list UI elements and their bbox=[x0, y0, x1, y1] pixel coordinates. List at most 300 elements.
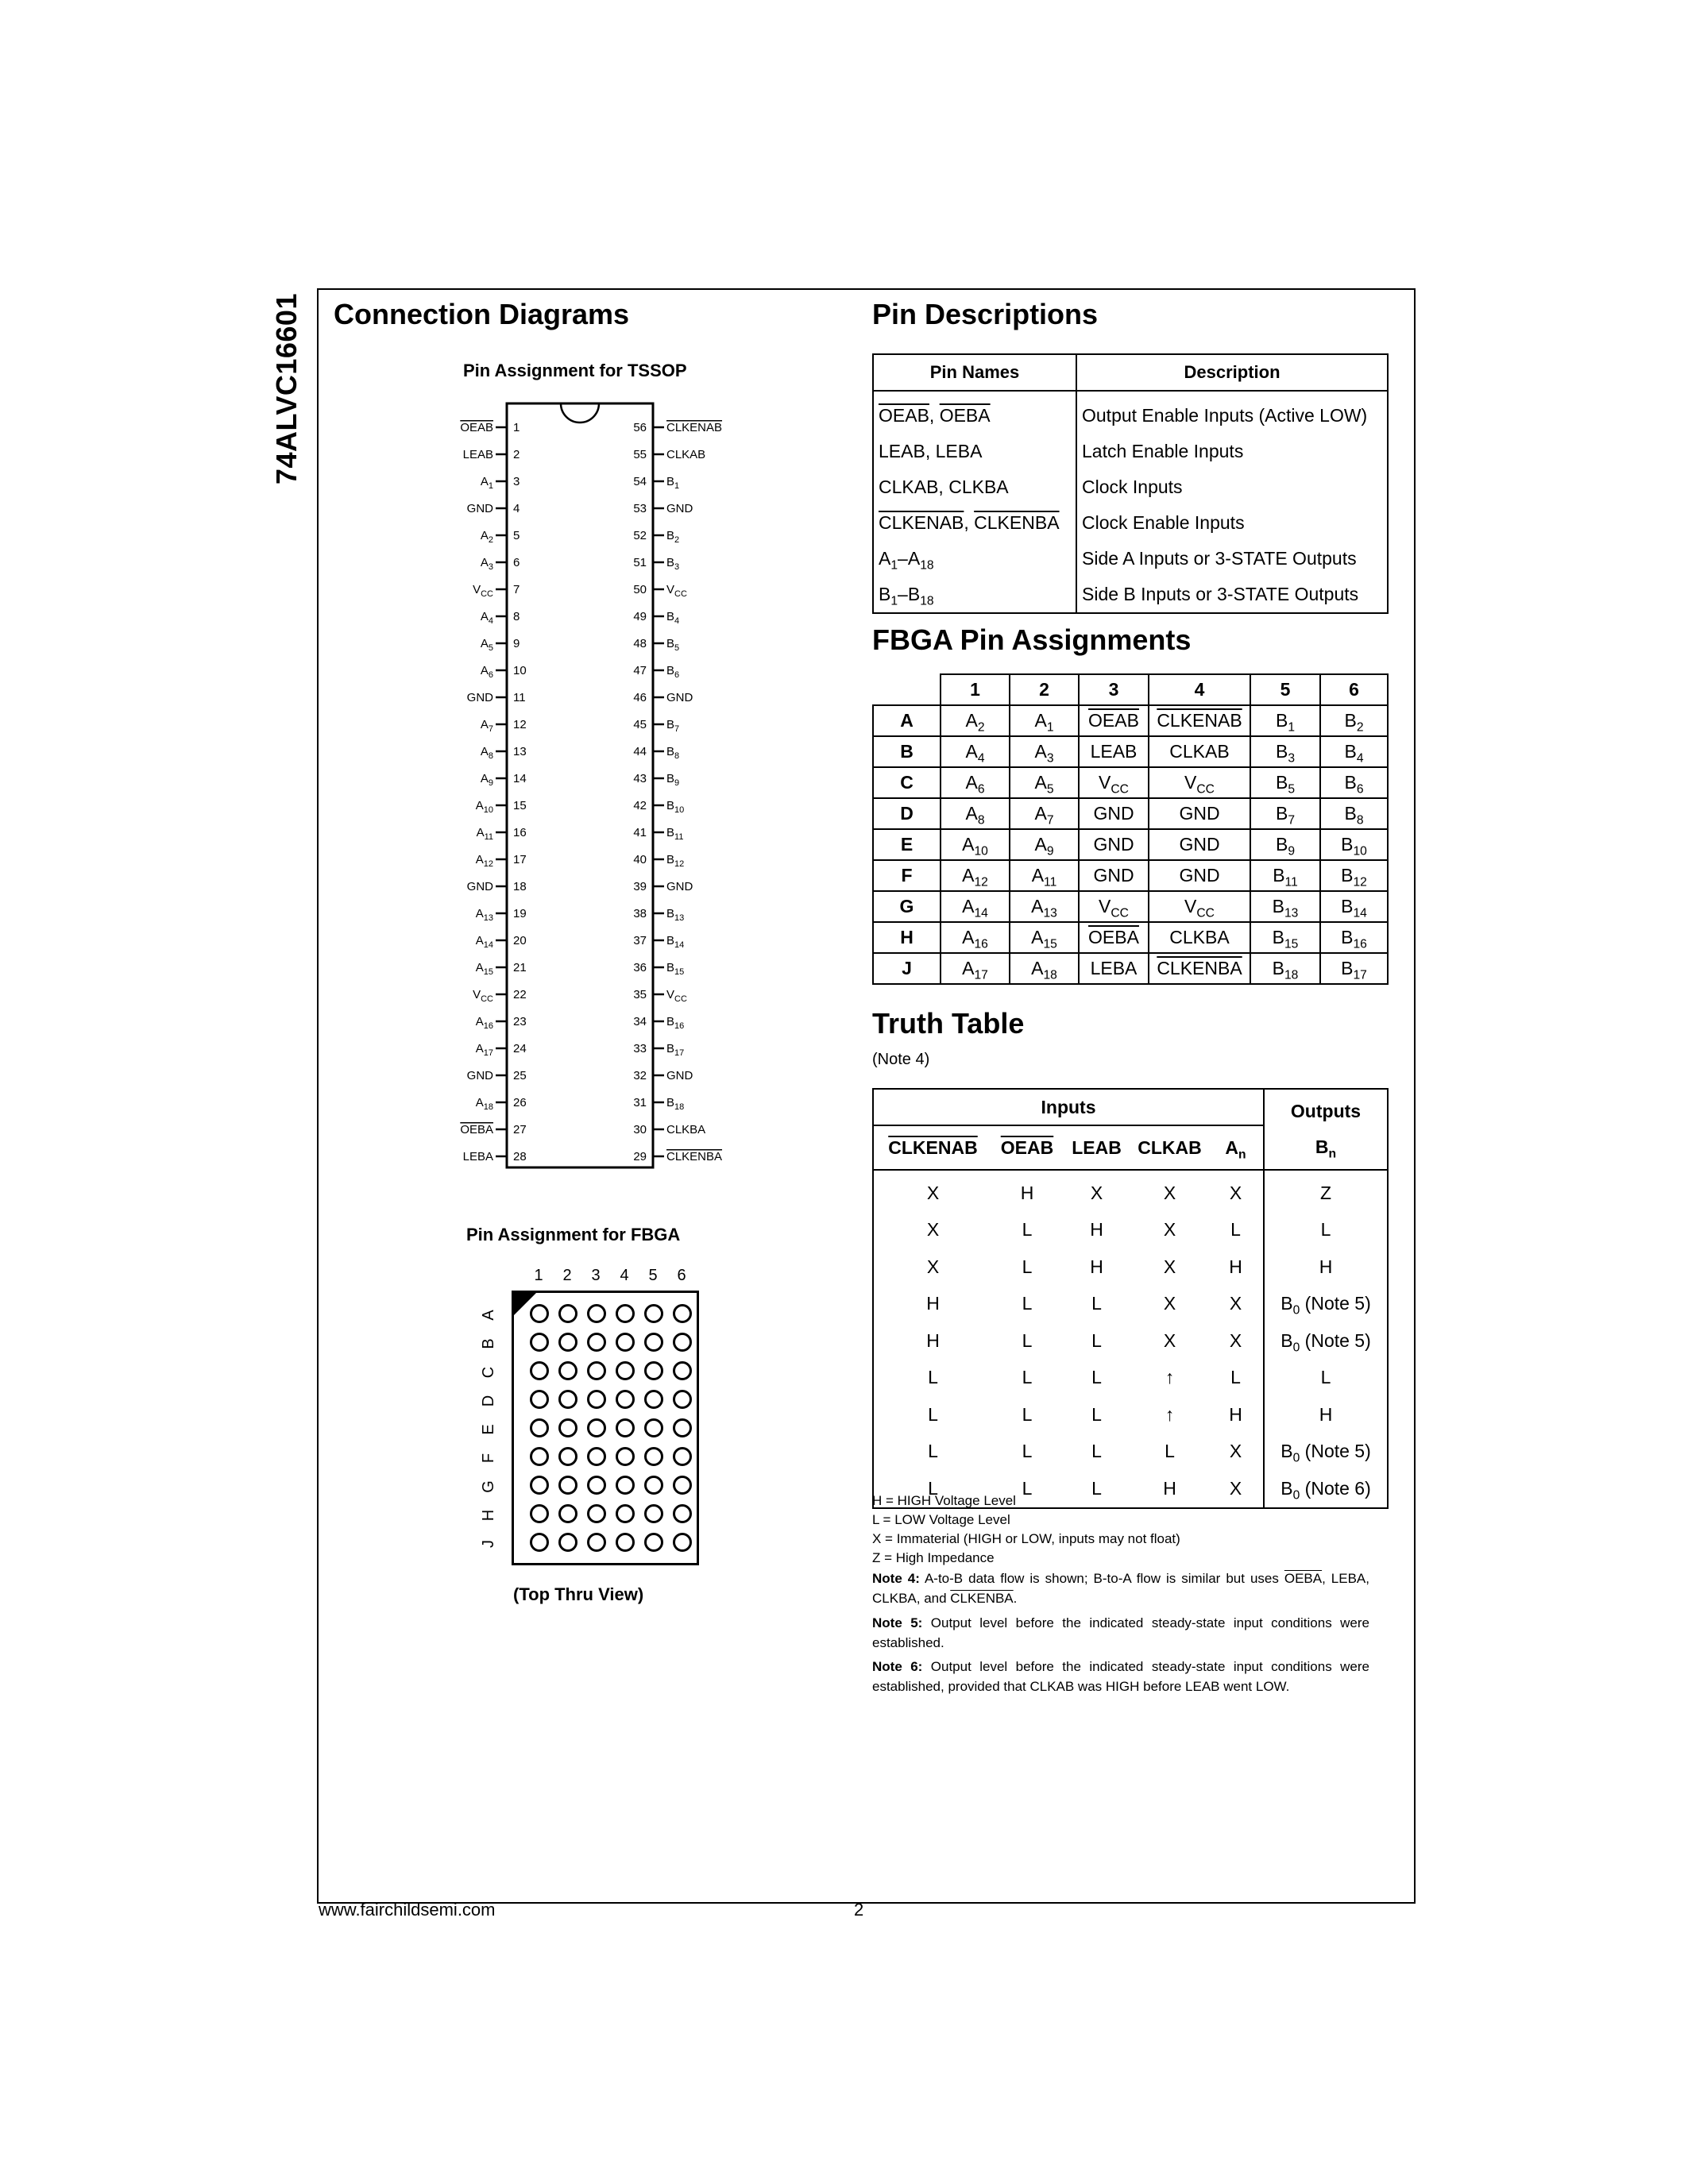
page-number: 2 bbox=[854, 1900, 864, 1920]
solder-ball bbox=[616, 1476, 635, 1495]
output-cell: L bbox=[1264, 1360, 1388, 1397]
table-row bbox=[873, 922, 1388, 953]
pin-cell: GND bbox=[1079, 829, 1149, 860]
pin-number: 17 bbox=[513, 853, 527, 866]
description-cell: Clock Enable Inputs bbox=[1076, 505, 1388, 541]
solder-ball bbox=[587, 1361, 606, 1380]
pin-cell: $A_{14}$ bbox=[941, 891, 1010, 922]
pin-number: 51 bbox=[633, 556, 647, 569]
pin-cell: $A_5$ bbox=[1010, 767, 1079, 798]
table-row bbox=[873, 1396, 1388, 1433]
solder-ball bbox=[558, 1361, 577, 1380]
pin-name: GND bbox=[666, 1069, 693, 1082]
tssop-pin bbox=[467, 502, 520, 515]
solder-ball bbox=[530, 1533, 549, 1552]
pin-number: 24 bbox=[513, 1042, 527, 1055]
pin-name: $A_{11}$ bbox=[476, 826, 493, 842]
description-cell: Latch Enable Inputs bbox=[1076, 434, 1388, 469]
pin-cell: OEAB bbox=[1079, 705, 1149, 736]
pin-number: 29 bbox=[633, 1150, 647, 1163]
pin-number: 25 bbox=[513, 1069, 527, 1082]
pin-number: 10 bbox=[513, 664, 527, 677]
description-cell: Clock Inputs bbox=[1076, 469, 1388, 505]
input-cell: X bbox=[1229, 1182, 1242, 1203]
pin-name: CLKBA bbox=[666, 1123, 706, 1136]
solder-ball bbox=[558, 1447, 577, 1466]
solder-ball bbox=[587, 1476, 606, 1495]
input-cell: H bbox=[1020, 1182, 1034, 1203]
fbga-row-label: H bbox=[480, 1509, 497, 1522]
pin-cell: $B_{12}$ bbox=[1320, 860, 1388, 891]
solder-ball bbox=[558, 1418, 577, 1437]
pin-cell: LEBA bbox=[1079, 953, 1149, 984]
tssop-pin bbox=[476, 961, 527, 977]
input-cell: L bbox=[992, 1470, 1062, 1508]
pin-name: $B_{17}$ bbox=[666, 1042, 685, 1058]
row-header: F bbox=[873, 860, 941, 891]
input-cell: X bbox=[1208, 1470, 1264, 1508]
outputs-header bbox=[1264, 1089, 1388, 1170]
tssop-pin bbox=[633, 1042, 684, 1058]
input-cell: L bbox=[1022, 1441, 1033, 1462]
solder-ball bbox=[558, 1304, 577, 1323]
pin-cell: CLKENBA bbox=[1149, 953, 1250, 984]
table-row bbox=[873, 1170, 1388, 1212]
pin-number: 16 bbox=[513, 826, 527, 839]
table-row bbox=[873, 434, 1388, 469]
pin-name: $A_9$ bbox=[480, 772, 493, 788]
tssop-pin bbox=[633, 529, 679, 545]
pin-name: GND bbox=[466, 1069, 493, 1082]
pin-name-cell: LEAB, LEBA bbox=[873, 434, 1076, 469]
pin-number: 18 bbox=[513, 880, 527, 893]
tssop-pinout-diagram bbox=[445, 397, 747, 1183]
fbga-row-label: F bbox=[480, 1453, 497, 1464]
pin-name-cell: $A_1-A_{18}$ bbox=[873, 541, 1076, 577]
note-6 bbox=[872, 1657, 1369, 1696]
pin-number: 38 bbox=[633, 907, 647, 920]
pin-name: $B_2$ bbox=[666, 529, 680, 545]
tssop-pin bbox=[473, 583, 520, 599]
solder-ball bbox=[530, 1447, 549, 1466]
pin-name: CLKENBA bbox=[666, 1150, 723, 1163]
pin-name-cell: $B_1-B_{18}$ bbox=[873, 577, 1076, 613]
pin-cell: OEBA bbox=[1079, 922, 1149, 953]
pin-name: LEAB bbox=[462, 448, 493, 461]
pin-number: 53 bbox=[633, 502, 647, 515]
col-bn-letter: B bbox=[1315, 1136, 1329, 1157]
fbga-package bbox=[512, 1291, 699, 1565]
output-cell: H bbox=[1264, 1248, 1388, 1286]
col-an-letter: A bbox=[1225, 1136, 1239, 1158]
footer-url[interactable]: www.fairchildsemi.com bbox=[319, 1900, 496, 1920]
table-row bbox=[873, 1212, 1388, 1249]
input-cell: L bbox=[1230, 1219, 1241, 1241]
pin-name: GND bbox=[666, 691, 693, 704]
fbga-assignments-heading: FBGA Pin Assignments bbox=[872, 623, 1192, 656]
table-row bbox=[873, 505, 1388, 541]
fbga-row-label: A bbox=[480, 1310, 497, 1321]
tssop-pin bbox=[633, 1069, 693, 1082]
tssop-pin bbox=[476, 1015, 527, 1031]
solder-ball bbox=[587, 1418, 606, 1437]
pin-name: $A_{13}$ bbox=[475, 907, 493, 923]
tssop-pin bbox=[633, 448, 705, 461]
tssop-pin bbox=[633, 421, 722, 434]
note-text: A-to-B data flow is shown; B-to-A flow is similar but uses bbox=[924, 1571, 1284, 1586]
solder-ball bbox=[558, 1504, 577, 1523]
connection-diagrams-heading: Connection Diagrams bbox=[334, 298, 630, 330]
row-header: D bbox=[873, 798, 941, 829]
pin-number: 47 bbox=[633, 664, 647, 677]
pin-number: 28 bbox=[513, 1150, 527, 1163]
pin-name: $V_{CC}$ bbox=[666, 583, 687, 599]
input-cell: L bbox=[873, 1470, 992, 1508]
tssop-pin bbox=[481, 637, 520, 653]
pin-cell: $A_7$ bbox=[1010, 798, 1079, 829]
tssop-pin bbox=[481, 772, 527, 788]
pin-name: $B_8$ bbox=[666, 745, 680, 761]
pin-name: GND bbox=[666, 502, 693, 515]
input-cell: L bbox=[1091, 1329, 1102, 1351]
note-4 bbox=[872, 1569, 1369, 1608]
pin-number: 45 bbox=[633, 718, 647, 731]
pin-cell: $A_3$ bbox=[1010, 736, 1079, 767]
tssop-pin bbox=[633, 502, 693, 515]
solder-ball bbox=[530, 1504, 549, 1523]
pin-name-cell: CLKAB, CLKBA bbox=[873, 469, 1076, 505]
solder-ball bbox=[644, 1533, 663, 1552]
pin-number: 50 bbox=[633, 583, 647, 596]
pin-cell: $A_{15}$ bbox=[1010, 922, 1079, 953]
input-cell: X bbox=[1163, 1293, 1176, 1314]
pin-number: 37 bbox=[633, 934, 647, 947]
truth-table-heading: Truth Table bbox=[872, 1007, 1025, 1040]
fbga-title: Pin Assignment for FBGA bbox=[466, 1225, 681, 1244]
pin-cell: $B_1$ bbox=[1250, 705, 1320, 736]
fbga-col-label: 1 bbox=[534, 1267, 543, 1284]
tssop-pin bbox=[633, 880, 693, 893]
table-row bbox=[873, 541, 1388, 577]
tssop-pin bbox=[481, 718, 527, 734]
pin-number: 22 bbox=[513, 988, 527, 1001]
truth-table-legend bbox=[872, 1491, 1381, 1568]
pin-descriptions-heading: Pin Descriptions bbox=[872, 298, 1099, 330]
pin-name: $A_{15}$ bbox=[475, 961, 493, 977]
solder-ball bbox=[616, 1418, 635, 1437]
pin-cell: GND bbox=[1149, 829, 1250, 860]
note-signal: OEBA bbox=[1284, 1571, 1323, 1586]
pin-name: $V_{CC}$ bbox=[473, 988, 493, 1004]
solder-ball bbox=[616, 1447, 635, 1466]
pin-name: $A_2$ bbox=[480, 529, 493, 545]
tssop-pin bbox=[633, 826, 683, 842]
note-text: Output level before the indicated steady-state input conditions were established, provided that CLKAB was HIGH before LEAB went LOW. bbox=[872, 1659, 1369, 1694]
pin-cell: $A_{12}$ bbox=[941, 860, 1010, 891]
pin-cell: GND bbox=[1079, 860, 1149, 891]
solder-ball bbox=[644, 1504, 663, 1523]
pin-name: $A_{16}$ bbox=[475, 1015, 493, 1031]
column-header: 2 bbox=[1010, 674, 1079, 705]
solder-ball bbox=[616, 1304, 635, 1323]
pin-name: $B_6$ bbox=[666, 664, 680, 680]
note-label: Note 6: bbox=[872, 1659, 923, 1674]
input-cell: ↑ bbox=[1165, 1403, 1175, 1425]
tssop-pin bbox=[460, 421, 520, 434]
pin-cell: $B_{13}$ bbox=[1250, 891, 1320, 922]
pin-cell: $A_6$ bbox=[941, 767, 1010, 798]
input-cell: L bbox=[873, 1396, 992, 1433]
pin-cell: $B_5$ bbox=[1250, 767, 1320, 798]
tssop-pin bbox=[481, 745, 527, 761]
output-cell: $B_0$ (Note 5) bbox=[1264, 1433, 1388, 1471]
pin-name: $B_5$ bbox=[666, 637, 680, 653]
column-header: 1 bbox=[941, 674, 1010, 705]
pin-number: 19 bbox=[513, 907, 527, 920]
output-cell: $B_0$ (Note 6) bbox=[1264, 1470, 1388, 1508]
pin-number: 3 bbox=[513, 475, 520, 488]
input-cell: H bbox=[1090, 1219, 1103, 1241]
pin-number: 6 bbox=[513, 556, 520, 569]
pin-number: 55 bbox=[633, 448, 647, 461]
pin-name: $B_4$ bbox=[666, 610, 680, 626]
input-cell: L bbox=[1091, 1293, 1102, 1314]
solder-ball bbox=[644, 1333, 663, 1352]
fbga-row-label: C bbox=[480, 1366, 497, 1379]
table-row bbox=[873, 829, 1388, 860]
tssop-title: Pin Assignment for TSSOP bbox=[463, 361, 687, 380]
pin-name: $B_{16}$ bbox=[666, 1015, 685, 1031]
pin1-notch bbox=[561, 403, 599, 423]
solder-ball bbox=[530, 1333, 549, 1352]
input-cell: X bbox=[1163, 1219, 1176, 1241]
col-clkenab-label: CLKENAB bbox=[888, 1136, 978, 1158]
solder-ball bbox=[616, 1533, 635, 1552]
pin-name: $V_{CC}$ bbox=[666, 988, 687, 1004]
pin-number: 26 bbox=[513, 1096, 527, 1109]
solder-ball bbox=[530, 1476, 549, 1495]
pin-name: $A_3$ bbox=[480, 556, 493, 572]
pin-number: 35 bbox=[633, 988, 647, 1001]
outputs-label: Outputs bbox=[1290, 1101, 1362, 1121]
pin-cell: $B_7$ bbox=[1250, 798, 1320, 829]
tssop-pin bbox=[476, 1096, 527, 1112]
input-cell: X bbox=[873, 1212, 992, 1249]
solder-ball bbox=[530, 1304, 549, 1323]
col-oeab-label: OEAB bbox=[1000, 1136, 1054, 1158]
solder-ball bbox=[644, 1476, 663, 1495]
column-header: 3 bbox=[1079, 674, 1149, 705]
pin-cell: $A_{11}$ bbox=[1010, 860, 1079, 891]
input-cell: H bbox=[1090, 1256, 1103, 1277]
pin-name: $A_{14}$ bbox=[475, 934, 493, 950]
input-cell: X bbox=[873, 1170, 992, 1212]
input-cell: X bbox=[1163, 1256, 1176, 1277]
pin-name: $V_{CC}$ bbox=[473, 583, 493, 599]
tssop-pin bbox=[481, 475, 520, 491]
pin-cell: CLKAB bbox=[1149, 736, 1250, 767]
pin-cell: $B_{10}$ bbox=[1320, 829, 1388, 860]
pin-cell: $B_4$ bbox=[1320, 736, 1388, 767]
pin-number: 15 bbox=[513, 799, 527, 812]
fbga-row-label: G bbox=[480, 1480, 497, 1493]
pin-cell: $B_3$ bbox=[1250, 736, 1320, 767]
input-cell: ↑ bbox=[1165, 1367, 1175, 1388]
solder-ball bbox=[587, 1533, 606, 1552]
pin-name: $B_{10}$ bbox=[666, 799, 685, 815]
pin-number: 23 bbox=[513, 1015, 527, 1028]
tssop-pin bbox=[633, 1015, 684, 1031]
pin-number: 41 bbox=[633, 826, 647, 839]
pin-name: GND bbox=[666, 880, 693, 893]
tssop-pin bbox=[633, 853, 684, 869]
pin-name: $A_{12}$ bbox=[475, 853, 493, 869]
tssop-pin bbox=[476, 799, 527, 815]
pin-number: 52 bbox=[633, 529, 647, 542]
pin-cell: $A_2$ bbox=[941, 705, 1010, 736]
pin-number: 21 bbox=[513, 961, 527, 974]
pin-number: 44 bbox=[633, 745, 647, 758]
pin-number: 9 bbox=[513, 637, 520, 650]
solder-ball bbox=[644, 1361, 663, 1380]
pin-cell: $B_8$ bbox=[1320, 798, 1388, 829]
col-leab: LEAB bbox=[1062, 1125, 1131, 1170]
tssop-pin bbox=[633, 745, 679, 761]
table-row bbox=[873, 891, 1388, 922]
pin-name: $B_{13}$ bbox=[666, 907, 685, 923]
pin-cell: $A_9$ bbox=[1010, 829, 1079, 860]
tssop-pin bbox=[473, 988, 527, 1004]
input-cell: H bbox=[873, 1286, 992, 1323]
input-cell: X bbox=[1229, 1329, 1242, 1351]
tssop-pin bbox=[633, 1150, 722, 1163]
tssop-pin bbox=[476, 1042, 527, 1058]
fbga-col-label: 2 bbox=[562, 1267, 572, 1284]
pin-cell: $B_{14}$ bbox=[1320, 891, 1388, 922]
pin-cell: $A_{17}$ bbox=[941, 953, 1010, 984]
pin-name: $B_{18}$ bbox=[666, 1096, 685, 1112]
table-row bbox=[873, 953, 1388, 984]
fbga-row-label: D bbox=[480, 1395, 497, 1407]
pin-name: GND bbox=[466, 502, 493, 515]
pin-descriptions-table bbox=[872, 353, 1389, 614]
pin-number: 39 bbox=[633, 880, 647, 893]
solder-ball bbox=[673, 1476, 692, 1495]
solder-ball bbox=[530, 1390, 549, 1409]
tssop-pin bbox=[481, 610, 520, 626]
pin-number: 54 bbox=[633, 475, 647, 488]
table-row bbox=[873, 1286, 1388, 1323]
pin-cell: $B_{15}$ bbox=[1250, 922, 1320, 953]
table-row bbox=[873, 736, 1388, 767]
input-cell: L bbox=[1022, 1219, 1033, 1241]
input-cell: L bbox=[1022, 1367, 1033, 1388]
pin-number: 42 bbox=[633, 799, 647, 812]
pin-cell: $B_{18}$ bbox=[1250, 953, 1320, 984]
table-row bbox=[873, 767, 1388, 798]
tssop-pin bbox=[633, 1096, 684, 1112]
tssop-pin bbox=[633, 556, 679, 572]
tssop-pin bbox=[463, 448, 520, 461]
solder-ball bbox=[558, 1333, 577, 1352]
input-cell: L bbox=[1022, 1293, 1033, 1314]
pin-number: 36 bbox=[633, 961, 647, 974]
row-header: J bbox=[873, 953, 941, 984]
pin-name: $A_6$ bbox=[480, 664, 493, 680]
pin-name: $B_7$ bbox=[666, 718, 680, 734]
input-cell: H bbox=[1229, 1403, 1242, 1425]
pin-names-header: Pin Names bbox=[873, 354, 1076, 391]
pin-name: CLKAB bbox=[666, 448, 706, 461]
input-cell: X bbox=[1163, 1182, 1176, 1203]
column-header: 6 bbox=[1320, 674, 1388, 705]
pin-cell: $B_{16}$ bbox=[1320, 922, 1388, 953]
legend-item: L = LOW Voltage Level bbox=[872, 1512, 1010, 1527]
solder-ball bbox=[673, 1333, 692, 1352]
description-header: Description bbox=[1076, 354, 1388, 391]
solder-ball bbox=[587, 1304, 606, 1323]
note-label: Note 5: bbox=[872, 1615, 923, 1630]
table-row bbox=[873, 860, 1388, 891]
pin-number: 4 bbox=[513, 502, 520, 515]
description-cell: Output Enable Inputs (Active LOW) bbox=[1076, 391, 1388, 434]
tssop-pin bbox=[481, 556, 520, 572]
input-cell: L bbox=[1062, 1470, 1131, 1508]
pin-number: 27 bbox=[513, 1123, 527, 1136]
pin-number: 20 bbox=[513, 934, 527, 947]
pin-name: GND bbox=[466, 691, 493, 704]
pin-cell: $A_8$ bbox=[941, 798, 1010, 829]
solder-ball bbox=[673, 1390, 692, 1409]
pin-number: 11 bbox=[513, 691, 526, 704]
part-number-title: 74ALVC16601 bbox=[270, 293, 303, 484]
input-cell: L bbox=[1022, 1256, 1033, 1277]
fbga-row-label: E bbox=[480, 1424, 497, 1435]
input-cell: L bbox=[873, 1433, 992, 1471]
pin-number: 1 bbox=[513, 421, 520, 434]
pin-name: LEBA bbox=[462, 1150, 493, 1163]
pin-name: $B_{11}$ bbox=[666, 826, 684, 842]
note-label: Note 4: bbox=[872, 1571, 920, 1586]
pin-cell: $B_9$ bbox=[1250, 829, 1320, 860]
pin-number: 56 bbox=[633, 421, 647, 434]
fbga-col-label: 3 bbox=[591, 1267, 601, 1284]
tssop-pin bbox=[633, 583, 687, 599]
inputs-header: Inputs bbox=[873, 1089, 1264, 1125]
tssop-pin bbox=[633, 1123, 705, 1136]
fbga-assignments-table bbox=[872, 673, 1389, 985]
tssop-pin bbox=[633, 664, 679, 680]
input-cell: X bbox=[1090, 1182, 1103, 1203]
row-header: A bbox=[873, 705, 941, 736]
pin-number: 7 bbox=[513, 583, 520, 596]
pin-name: $B_3$ bbox=[666, 556, 680, 572]
input-cell: H bbox=[1131, 1470, 1208, 1508]
pin-cell: $A_{10}$ bbox=[941, 829, 1010, 860]
col-an-sub: n bbox=[1238, 1147, 1246, 1161]
tssop-pin bbox=[633, 637, 679, 653]
pin-name: $A_4$ bbox=[480, 610, 493, 626]
tssop-pin bbox=[467, 880, 527, 893]
pin-name: OEAB bbox=[460, 421, 493, 434]
table-row bbox=[873, 391, 1388, 434]
pin-cell: CLKENAB bbox=[1149, 705, 1250, 736]
tssop-package bbox=[507, 403, 653, 1167]
table-row bbox=[873, 577, 1388, 613]
pin-cell: GND bbox=[1079, 798, 1149, 829]
tssop-pin bbox=[476, 853, 527, 869]
note-text: Output level before the indicated steady-state input conditions were established. bbox=[872, 1615, 1369, 1650]
